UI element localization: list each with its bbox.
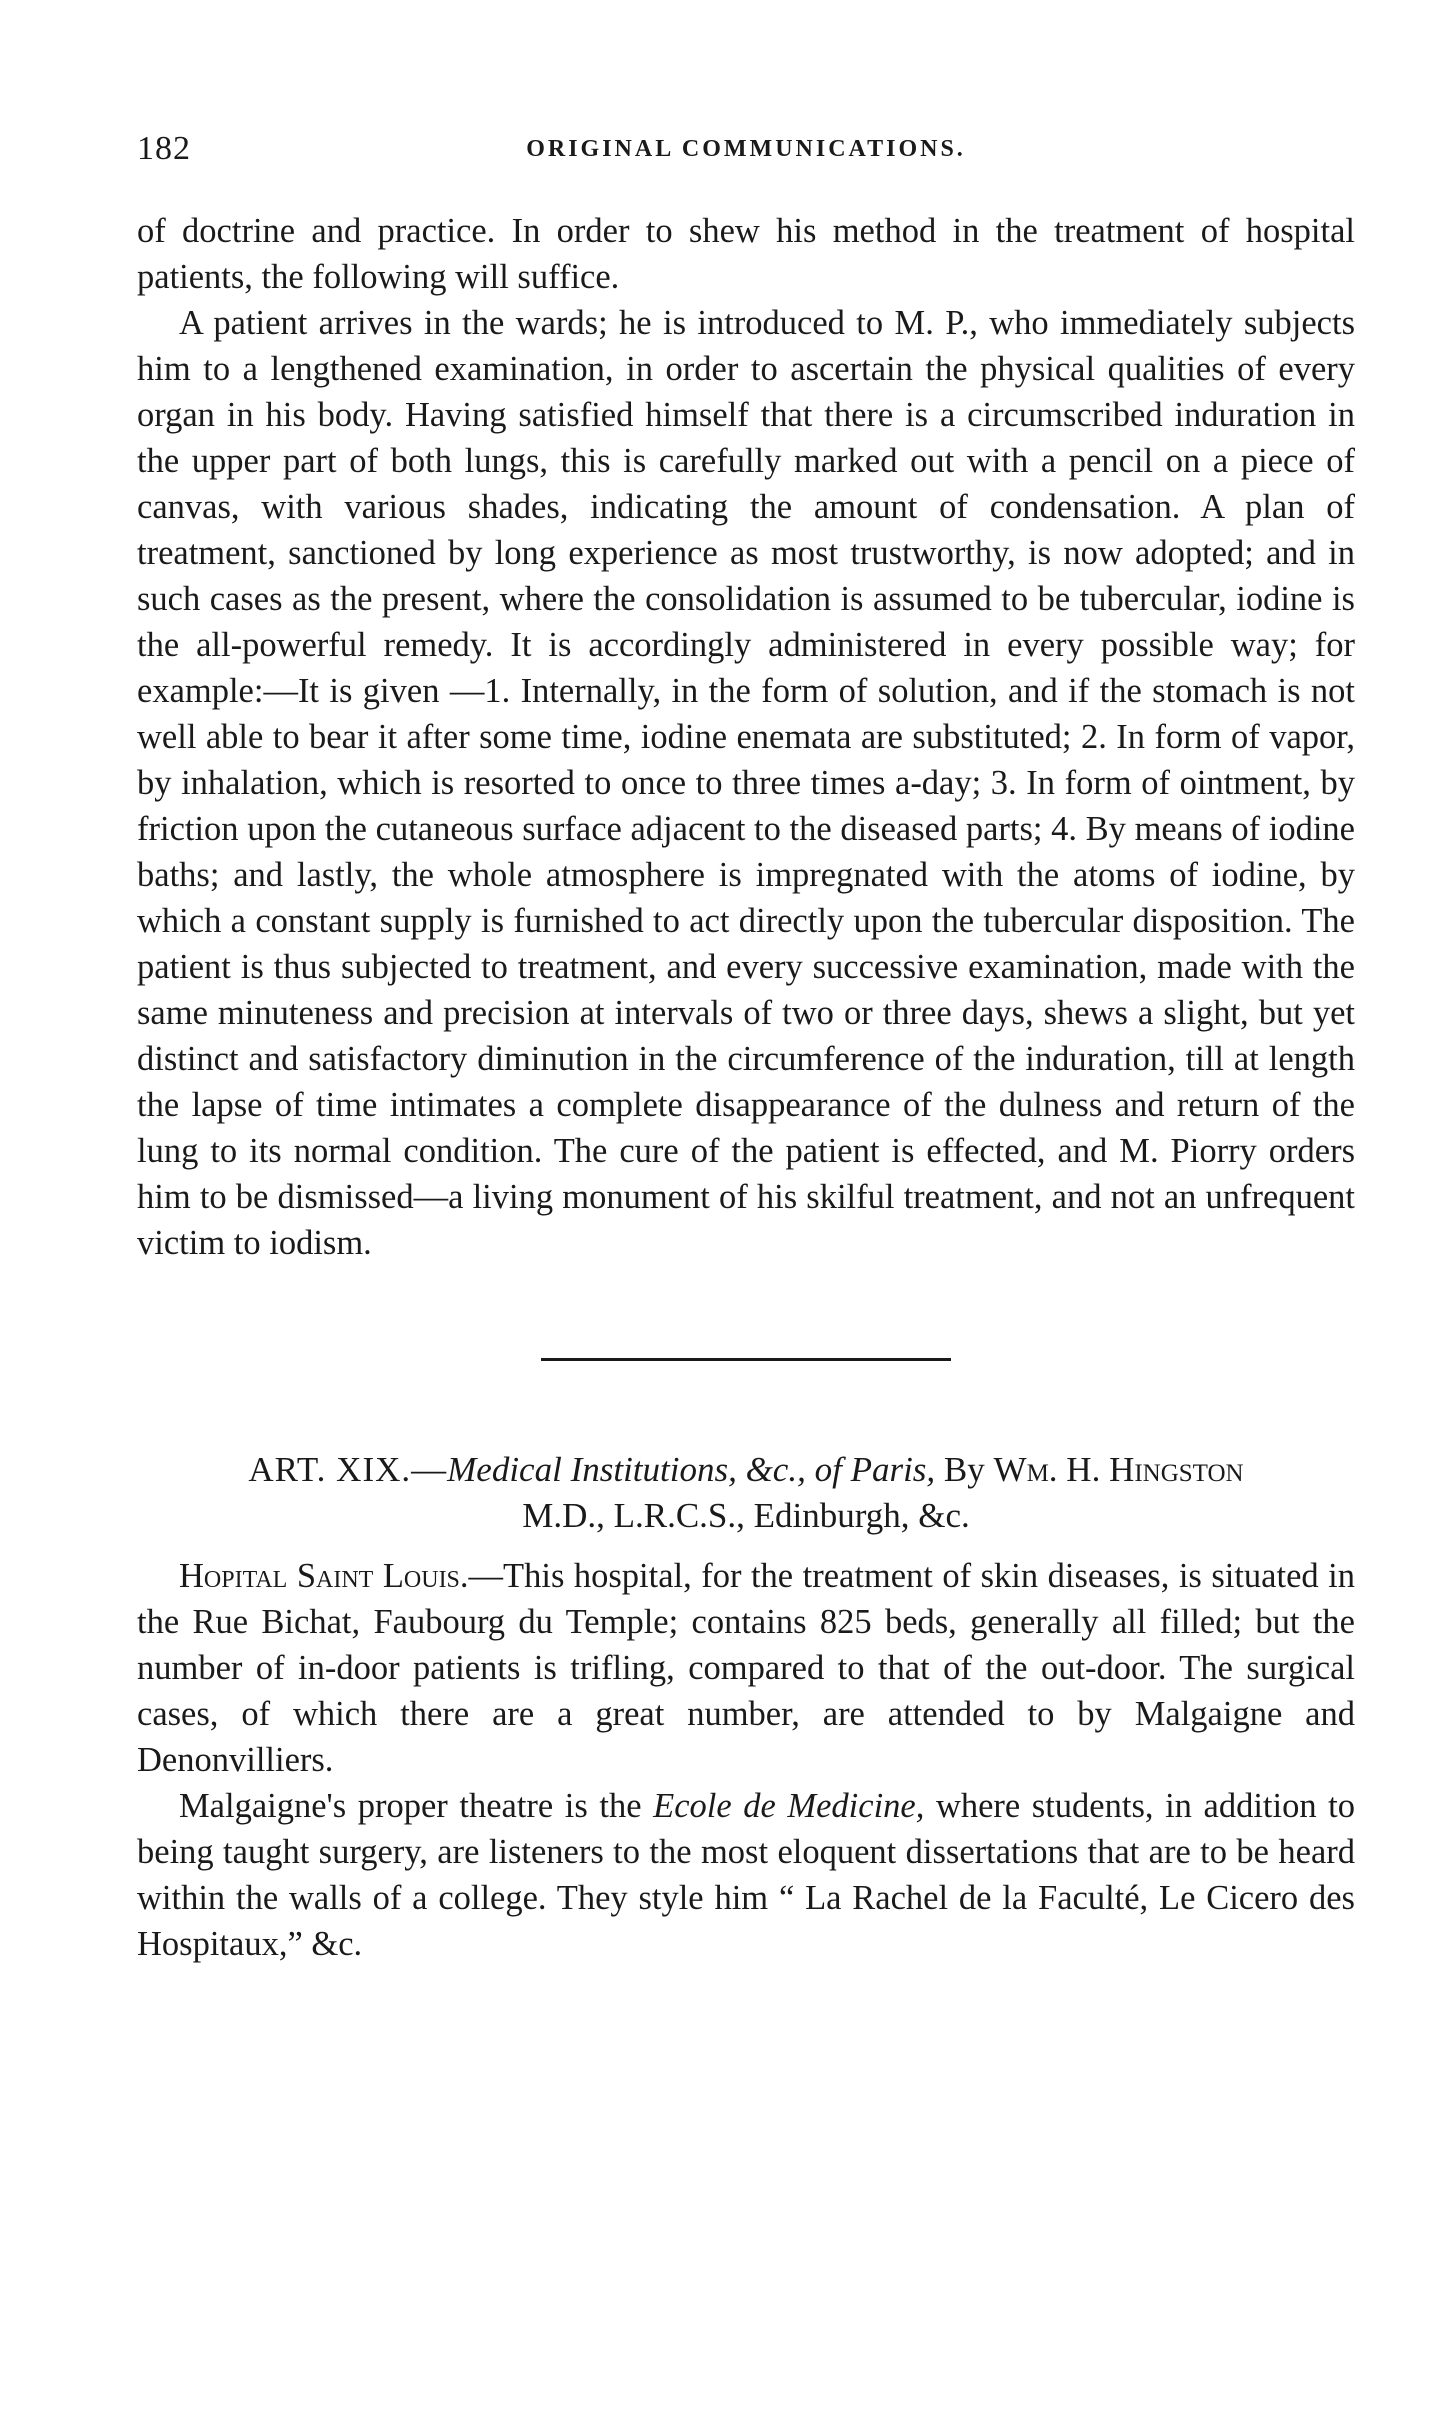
section-divider — [541, 1358, 951, 1361]
running-title: ORIGINAL COMMUNICATIONS. — [526, 136, 966, 162]
article-author: Wm. H. Hingston — [993, 1450, 1244, 1489]
malgaigne-text-after: where students, in addition to being taught surgery, are listeners to the most eloquent dissertations that are to be heard within the walls of a college. They style him “ La Rachel de la Faculté, Le Cicero des Hospitaux,” &c. — [137, 1787, 1355, 1963]
article-heading — [137, 1447, 1355, 1539]
section-lead: Hopital Saint Louis. — [179, 1557, 469, 1595]
school-name: Ecole de Medicine, — [653, 1787, 925, 1825]
running-head — [137, 130, 1355, 180]
page-number: 182 — [137, 130, 191, 167]
paragraph-treatment: A patient arrives in the wards; he is introduced to M. P., who immediately subjects him to a lengthened examination, in order to ascertain the physical qualities of every organ in his body. Having satisfied himself that there is a circumscribed induration in the upper part of both lungs, this is carefully marked out with a pencil on a piece of canvas, with various shades, indicating the amount of condensation. A plan of treatment, sanctioned by long experience as most trustworthy, is now adopted; and in such cases as the present, where the consolidation is assumed to be tubercular, iodine is the all-powerful remedy. It is accordingly administered in every possible way; for example:—It is given —1. Internally, in the form of solution, and if the stomach is not well able to bear it after some time, iodine enemata are substituted; 2. In form of vapor, by inhalation, which is resorted to once to three times a-day; 3. In form of ointment, by friction upon the cutaneous surface adjacent to the diseased parts; 4. By means of iodine baths; and lastly, the whole atmosphere is impregnated with the atoms of iodine, by which a constant supply is furnished to act directly upon the tubercular disposition. The patient is thus subjected to treatment, and every successive examination, made with the same minuteness and precision at intervals of two or three days, shews a slight, but yet distinct and satisfactory diminution in the circumference of the induration, till at length the lapse of time intimates a complete disappearance of the dulness and return of the lung to its normal condition. The cure of the patient is effected, and M. Piorry orders him to be dismissed—a living monument of his skilful treatment, and not an unfrequent victim to iodism. — [137, 304, 1355, 1262]
article-credentials: M.D., L.R.C.S., Edinburgh, &c. — [522, 1496, 970, 1535]
paragraph-hopital-saint-louis — [137, 1553, 1355, 1783]
paragraph-malgaigne — [137, 1783, 1355, 1967]
malgaigne-text-before: Malgaigne's proper theatre is the — [179, 1787, 654, 1825]
section-text: —This hospital, for the treatment of skin diseases, is situated in the Rue Bichat, Faubourg du Temple; contains 825 beds, generally all filled; but the number of in-door patients is trifling, compared to that of the out-door. The surgical cases, of which there are a great number, are attended to by Malgaigne and Denonvilliers. — [137, 1557, 1355, 1779]
paragraph-continuation: of doctrine and practice. In order to shew his method in the treatment of hospital patients, the following will suffice. — [137, 212, 1355, 296]
article-number: ART. XIX.— — [248, 1450, 448, 1489]
article-title: Medical Institutions, &c., of Paris, — [447, 1450, 936, 1489]
article-by: By — [935, 1450, 994, 1489]
